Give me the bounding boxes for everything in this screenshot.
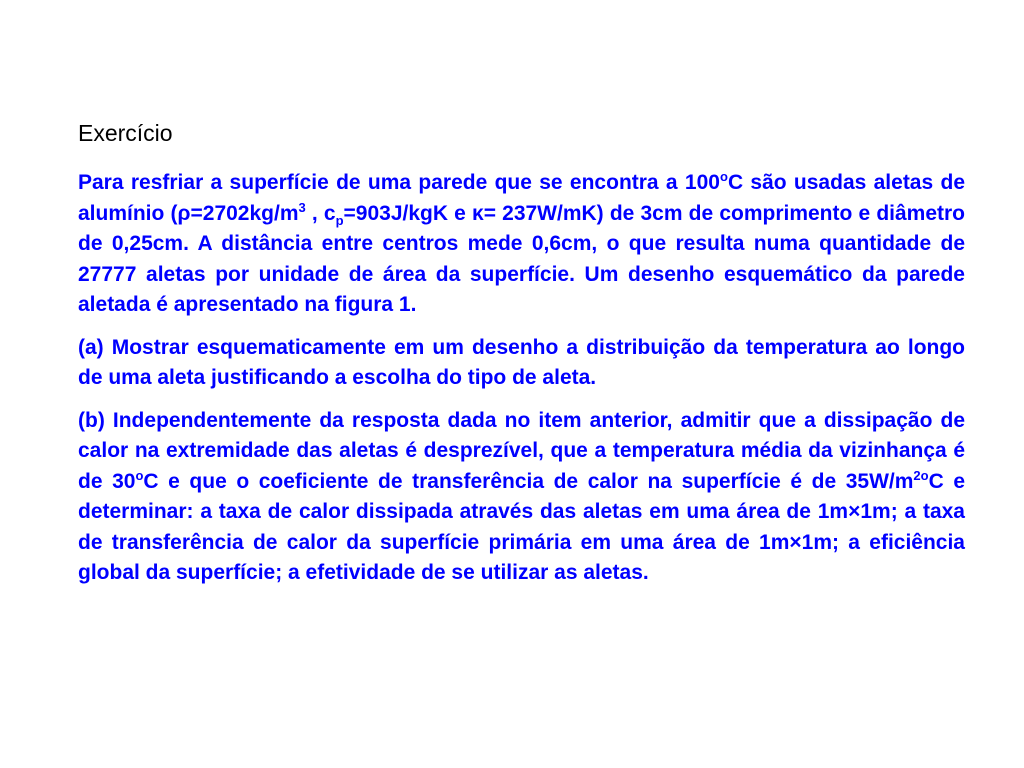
text-segment: (b) Independentemente da resposta dada no item anterior, admitir que a dissipação de calor na extremidade das aletas é desprezível, que a temperatura média da vizinhança é de 30: [78, 408, 965, 493]
text-segment: C e determinar: a taxa de calor dissipada através das aletas em uma área de 1m×1m; a taxa de transferência de calor da superfície primária em uma área de 1m×1m; a eficiência global da superfície; a efetividade de se utilizar as aletas.: [78, 469, 966, 584]
text-segment: Para resfriar a superfície de uma parede que se encontra a 100: [78, 171, 720, 194]
subscript: p: [335, 212, 344, 228]
superscript: 3: [298, 199, 306, 215]
exercise-title: Exercício: [78, 120, 173, 146]
text-segment: =2702kg/m: [190, 201, 299, 225]
text-segment: , c: [305, 201, 336, 225]
text-segment: C e que o coeficiente de transferência de calor na superfície é de 35W/m: [143, 469, 914, 493]
text-segment: = 237W/mK) de 3cm de comprimento e diâmetro de 0,25cm. A distância entre centros mede 0,6cm, o que resulta numa quantidade de 27777 aletas por unidade de área da superfície. Um desenho esquemático da parede aletada é apresentado na figura 1.: [78, 201, 966, 316]
text-segment: =903J/kgK e: [343, 201, 472, 225]
superscript: o: [135, 467, 144, 483]
text-segment: C são usadas aletas de alumínio (: [78, 171, 965, 225]
item-a-paragraph: (a) Mostrar esquematicamente em um desenho a distribuição da temperatura ao longo de uma aleta justificando a escolha do tipo de aleta.: [78, 335, 965, 389]
symbol-rho: ρ: [177, 201, 191, 225]
superscript: o: [719, 169, 728, 184]
symbol-kappa: κ: [472, 201, 484, 225]
problem-statement-paragraph: [78, 168, 965, 321]
superscript: 2o: [913, 467, 929, 483]
item-b-paragraph: [78, 406, 965, 589]
